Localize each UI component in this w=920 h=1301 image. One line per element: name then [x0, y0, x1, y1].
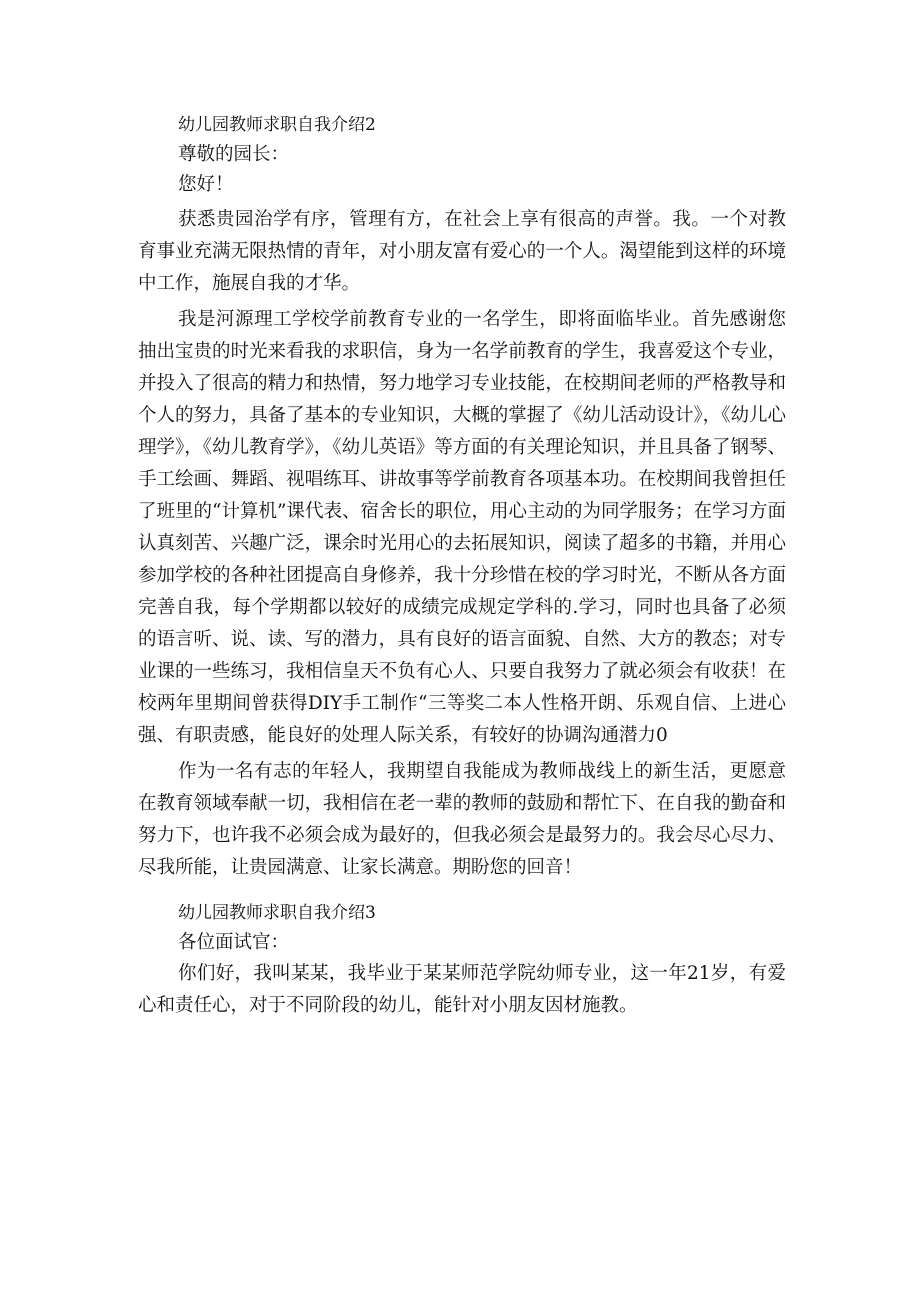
section2-paragraph-2: 我是河源理工学校学前教育专业的一名学生，即将面临毕业。首先感谢您抽出宝贵的时光来看我的求职信，身为一名学前教育的学生，我喜爱这个专业，并投入了很高的精力和热情，努力地学习专业技能，在校期间老师的严格教导和个人的努力，具备了基本的专业知识，大概的掌握了《幼儿活动设计》，《幼儿心理学》，《幼儿教育学》，《幼儿英语》等方面的有关理论知识，并且具备了钢琴、手工绘画、舞蹈、视唱练耳、讲故事等学前教育各项基本功。在校期间我曾担任了班里的“计算机”课代表、宿舍长的职位，用心主动的为同学服务；在学习方面认真刻苦、兴趣广泛，课余时光用心的去拓展知识，阅读了超多的书籍，并用心参加学校的各种社团提高自身修养，我十分珍惜在校的学习时光，不断从各方面完善自我，每个学期都以较好的成绩完成规定学科的.学习，同时也具备了必须的语言听、说、读、写的潜力，具有良好的语言面貌、自然、大方的教态；对专业课的一些练习，我相信皇天不负有心人、只要自我努力了就必须会有收获！在校两年里期间曾获得DIY手工制作“三等奖二本人性格开朗、乐观自信、上进心强、有职责感，能良好的处理人际关系，有较好的协调沟通潜力0 [138, 309, 786, 746]
section3-paragraph-1: 你们好，我叫某某，我毕业于某某师范学院幼师专业，这一年21岁，有爱心和责任心，对于不同阶段的幼儿，能针对小朋友因材施教。 [138, 963, 786, 1016]
section2-paragraph-1: 获悉贵园治学有序，管理有方，在社会上享有很高的声誉。我。一个对教育事业充满无限热情的青年，对小朋友富有爱心的一个人。渴望能到这样的环境中工作，施展自我的才华。 [138, 209, 786, 294]
section2-salutation: 尊敬的园长： [178, 144, 290, 165]
section2-greeting: 您好！ [178, 174, 234, 195]
document-page [138, 110, 786, 1022]
section3-salutation: 各位面试官： [178, 932, 290, 953]
section3-title: 幼儿园教师求职自我介绍3 [178, 903, 376, 923]
section2-title: 幼儿园教师求职自我介绍2 [178, 115, 376, 135]
section2-paragraph-3: 作为一名有志的年轻人，我期望自我能成为教师战线上的新生活，更愿意在教育领域奉献一切，我相信在老一辈的教师的鼓励和帮忙下、在自我的勤奋和努力下，也许我不必须会成为最好的，但我必须会是最努力的。我会尽心尽力、尽我所能，让贵园满意、让家长满意。期盼您的回音！ [138, 761, 786, 878]
